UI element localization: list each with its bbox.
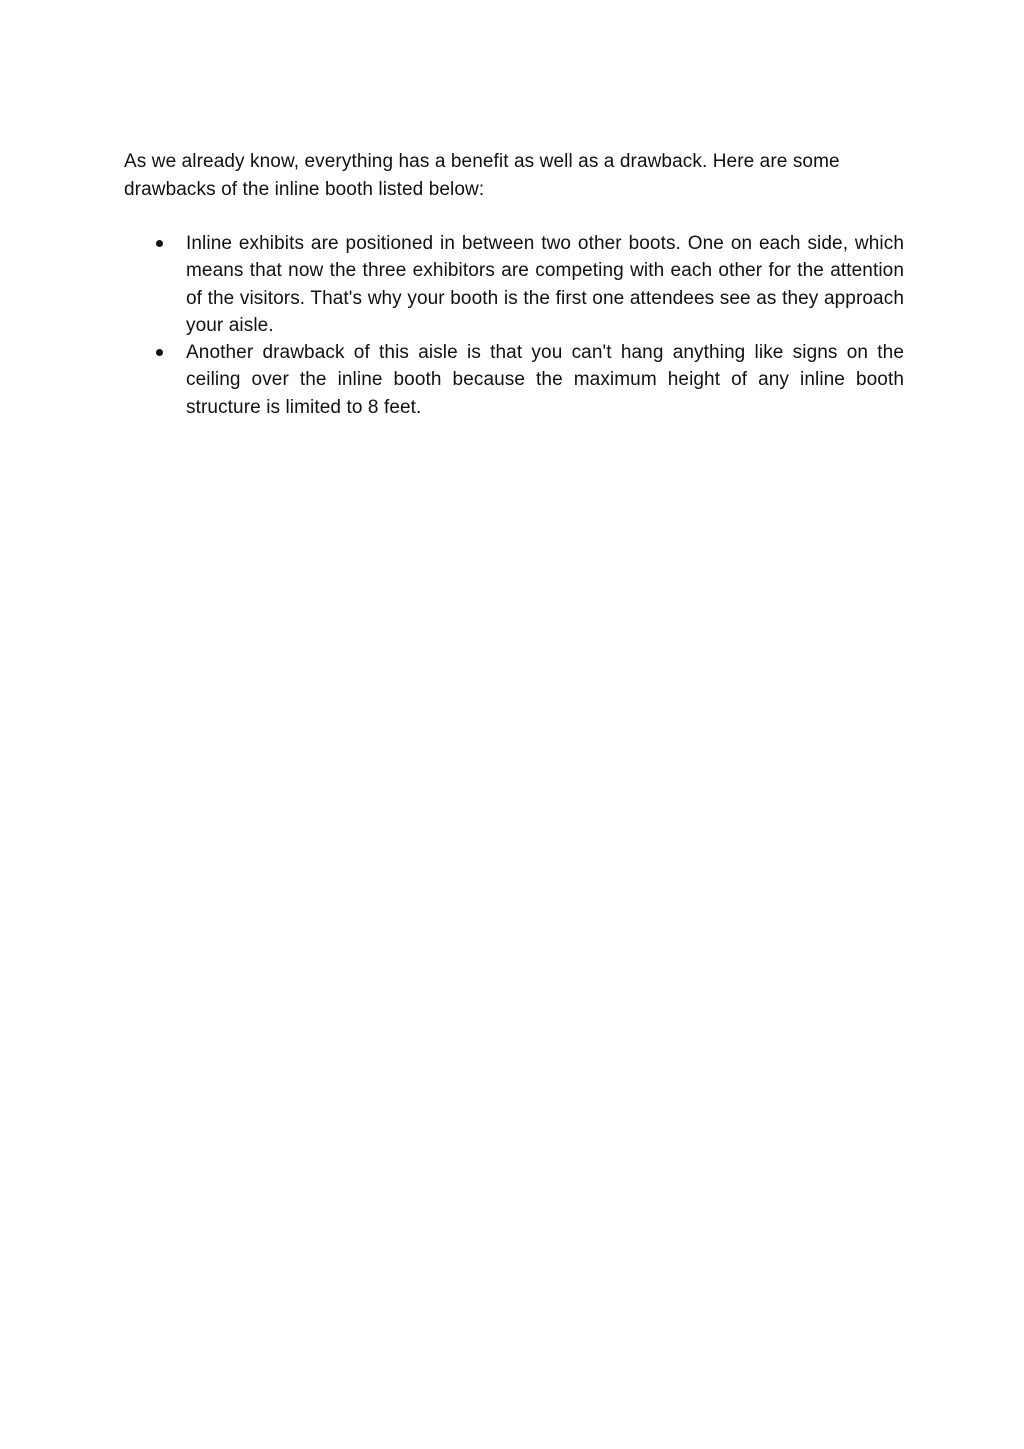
list-item-text: Inline exhibits are positioned in between two other boots. One on each side, which means that now the three exhibitors are competing with each other for the attention of the visitors. That's why your booth is the first one attendees see as they approach your aisle. xyxy=(186,233,904,336)
drawbacks-list xyxy=(124,230,904,421)
bullet-icon xyxy=(156,349,163,356)
list-item xyxy=(124,339,904,421)
list-item-text: Another drawback of this aisle is that you can't hang anything like signs on the ceiling over the inline booth because the maximum height of any inline booth structure is limited to 8 feet. xyxy=(186,342,904,418)
document-body xyxy=(124,148,904,421)
intro-paragraph: As we already know, everything has a benefit as well as a drawback. Here are some drawbacks of the inline booth listed below: xyxy=(124,151,840,200)
list-item xyxy=(124,230,904,339)
bullet-icon xyxy=(156,240,163,247)
